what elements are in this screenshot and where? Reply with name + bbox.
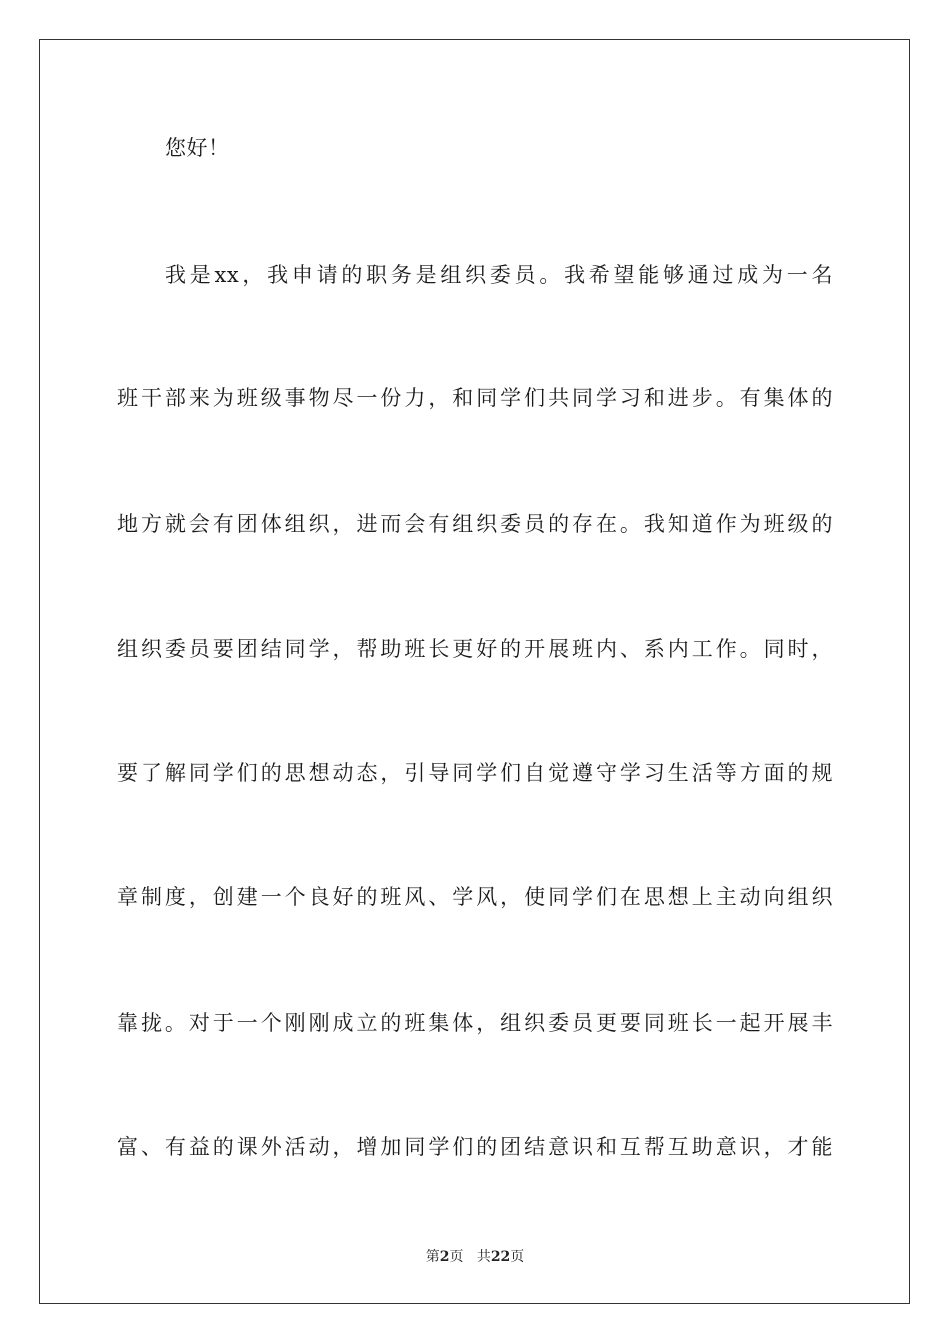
total-prefix: 共 [476, 1249, 491, 1265]
paragraph-line-1: 我是xx，我申请的职务是组织委员。我希望能够通过成为一名 [165, 263, 833, 287]
total-page-count: 22 [490, 1249, 511, 1265]
paragraph-line-3: 地方就会有团体组织，进而会有组织委员的存在。我知道作为班级的 [117, 512, 833, 536]
paragraph-line-5: 要了解同学们的思想动态，引导同学们自觉遵守学习生活等方面的规 [117, 761, 833, 785]
paragraph-line-7: 靠拢。对于一个刚刚成立的班集体，组织委员更要同班长一起开展丰 [117, 1011, 833, 1035]
page-prefix: 第 [425, 1249, 440, 1265]
page-frame [39, 39, 910, 1304]
page-number-footer [0, 1248, 950, 1266]
total-suffix: 页 [510, 1249, 525, 1265]
current-page-number: 2 [439, 1249, 450, 1265]
greeting: 您好！ [165, 136, 230, 160]
paragraph-line-8: 富、有益的课外活动，增加同学们的团结意识和互帮互助意识，才能 [117, 1135, 833, 1159]
page-suffix: 页 [449, 1249, 464, 1265]
paragraph-line-6: 章制度，创建一个良好的班风、学风，使同学们在思想上主动向组织 [117, 885, 833, 909]
paragraph-line-4: 组织委员要团结同学，帮助班长更好的开展班内、系内工作。同时， [117, 637, 833, 661]
paragraph-line-2: 班干部来为班级事物尽一份力，和同学们共同学习和进步。有集体的 [117, 386, 833, 410]
